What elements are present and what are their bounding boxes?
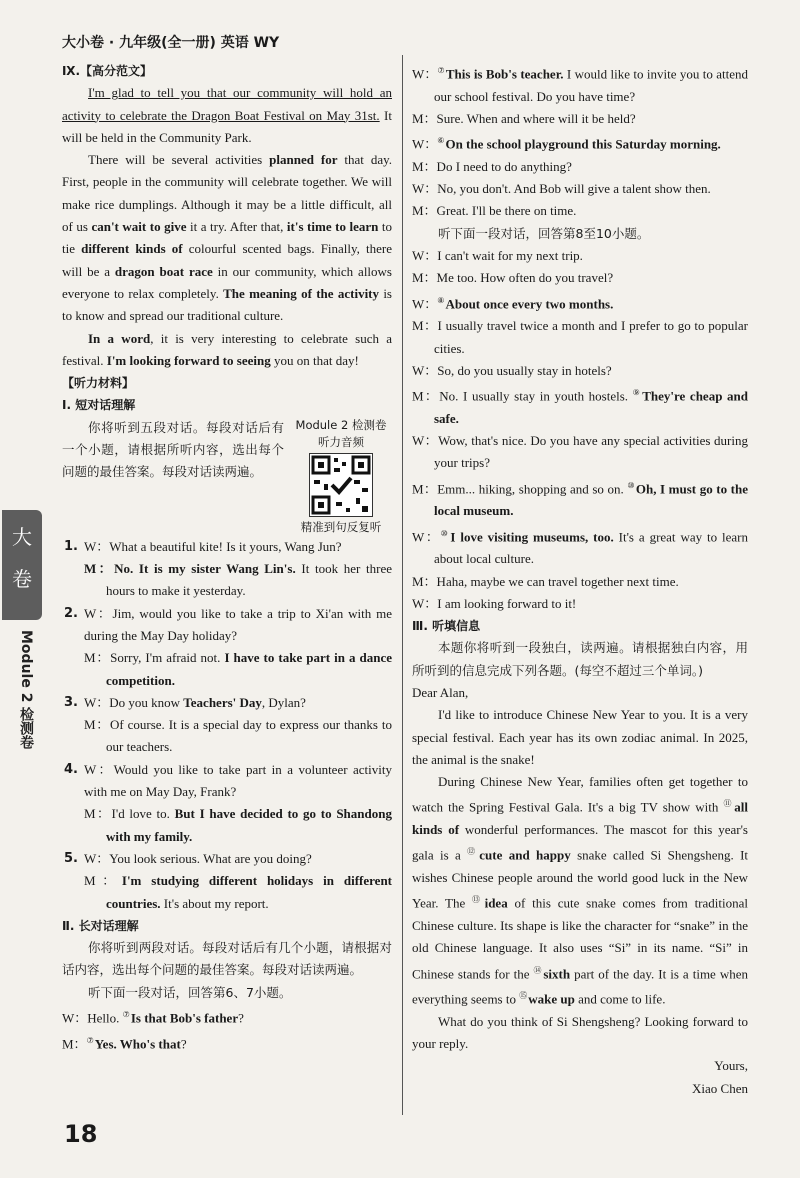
- speaker-text: M：Emm... hiking, shopping and so on.: [412, 480, 628, 496]
- question-number: 1.: [64, 538, 78, 554]
- section-1-title: Ⅰ. 短对话理解: [62, 398, 136, 413]
- speaker-text: M：Great. I'll be there on time.: [412, 203, 577, 219]
- speaker-text: W：Hello.: [62, 1010, 123, 1026]
- qr-caption-3: 精准到句反复听: [300, 519, 382, 534]
- dialog-question: [62, 536, 392, 558]
- dialog-line: [412, 523, 748, 571]
- section-1-description: 你将听到五段对话。每段对话后有一个小题，请根据所听内容，选出每个问题的最佳答案。每段对话读两遍。: [62, 419, 284, 480]
- key-text: The meaning of the activity: [223, 285, 380, 301]
- question-marker: ⑭: [533, 965, 543, 975]
- key-text: dragon boat race: [114, 263, 213, 279]
- question-number: 4.: [64, 761, 78, 777]
- speaker-text: W：: [412, 136, 438, 152]
- text-run: During Chinese New Year, families often get together to watch the Spring Festival Gala. It's a big TV show with: [412, 774, 748, 815]
- question-marker: ⑫: [467, 847, 479, 857]
- key-text: I have to take part in a dance competition.: [106, 650, 393, 688]
- question-marker: ⑪: [723, 799, 734, 809]
- dialog-answer: [62, 870, 392, 915]
- left-column: [62, 60, 392, 1055]
- key-text: planned for: [269, 152, 338, 168]
- dialog-w-text: W：Jim, would you like to take a trip to Xi'an with me during the May Day holiday?: [84, 605, 392, 643]
- speaker-text: M：Sure. When and where will it be held?: [412, 110, 636, 126]
- letter-greeting: Dear Alan,: [412, 684, 469, 700]
- side-tab-bottom: 卷: [12, 567, 32, 591]
- dialog-question: [62, 759, 392, 804]
- page-number: 18: [64, 1120, 98, 1148]
- text-run: in our community, which allows everyone to relax completely.: [62, 263, 392, 301]
- speaker-text: M：: [62, 1035, 87, 1051]
- letter-paragraph-2: [412, 771, 748, 1011]
- dialog-line: [412, 593, 748, 615]
- dialog-question: [62, 848, 392, 870]
- dialog-answer: [62, 558, 392, 603]
- dialog-question: [62, 692, 392, 714]
- text-run: is to know and spread our traditional culture.: [62, 285, 392, 324]
- dialog-block-1: [412, 60, 748, 223]
- text-run: of this cute snake comes from traditional Chinese culture. Its shape is like the character for “snake” in the old Chinese language. It also uses “Si” in its name. “Si” in Chinese stands for the: [412, 895, 749, 981]
- key-text: This is Bob's teacher.: [445, 66, 564, 82]
- speaker-text: W：I am looking forward to it!: [412, 595, 577, 611]
- dialog-answer: [62, 714, 392, 759]
- key-text: all kinds of: [412, 799, 748, 838]
- dialog-line: [412, 290, 748, 316]
- section-2-description: 你将听到两段对话。每段对话后有几个小题，请根据对话内容，选出每个问题的最佳答案。每段对话读两遍。: [62, 940, 392, 978]
- letter-signature: Xiao Chen: [692, 1080, 748, 1096]
- right-column: [412, 60, 748, 1100]
- essay-paragraph-2: [62, 149, 392, 327]
- text-run: , it is very interesting to celebrate such a festival.: [62, 330, 392, 368]
- key-text: can't wait to give: [91, 219, 187, 235]
- text-run: to tie: [62, 219, 392, 257]
- dialog-question: [62, 603, 392, 648]
- key-text: wake up: [528, 991, 575, 1007]
- dialog-w-text: W：You look serious. What are you doing?: [84, 850, 312, 866]
- key-text: On the school playground this Saturday morning.: [445, 136, 721, 152]
- section-1-intro: [62, 417, 392, 534]
- trailing-text: ?: [180, 1035, 187, 1051]
- key-text: Oh, I must go to the local museum.: [434, 480, 749, 519]
- qr-caption-1: Module 2 检测卷: [295, 417, 387, 432]
- dialog-line: [412, 315, 748, 360]
- side-tab-top: 大: [12, 525, 32, 549]
- dialog-block-2: [412, 245, 748, 615]
- question-marker: ⑩: [440, 528, 450, 538]
- speaker-text: W：: [412, 66, 438, 82]
- key-text: But I have decided to go to Shandong with my family.: [106, 806, 392, 844]
- side-tab: [2, 510, 42, 620]
- key-text: M：No. It is my sister Wang Lin's.: [84, 561, 296, 577]
- question-marker: ⑩: [627, 480, 635, 490]
- column-divider: [402, 55, 403, 1115]
- speaker-text: W：I can't wait for my next trip.: [412, 248, 583, 264]
- dialog-line: [412, 267, 748, 289]
- text-run: M：Of course. It is a special day to express our thanks to our teachers.: [84, 717, 392, 755]
- text-run: it a try. After that,: [186, 219, 287, 235]
- dialog-line: [412, 200, 748, 222]
- dialog-line: [412, 130, 748, 156]
- key-text: it's time to learn: [286, 219, 379, 235]
- key-text: In a word: [88, 330, 151, 346]
- letter-paragraph-3: What do you think of Si Shengsheng? Looking forward to your reply.: [412, 1013, 748, 1052]
- key-text: About once every two months.: [445, 295, 614, 311]
- text-run: colourful scented bags. Finally, there will be a: [62, 241, 393, 279]
- question-marker: ⑦: [437, 66, 445, 75]
- question-marker: ⑧: [437, 295, 445, 305]
- text-run: M：Sorry, I'm afraid not.: [84, 650, 225, 666]
- question-marker: ⑥: [437, 136, 445, 146]
- speaker-text: W：: [412, 528, 441, 544]
- dialog-w-text: [84, 695, 306, 710]
- dialog-w-text: W：Would you like to take part in a volunteer activity with me on May Day, Frank?: [84, 761, 392, 800]
- speaker-text: M：No. I usually stay in youth hostels.: [412, 388, 633, 404]
- text-run: M：I'd love to.: [84, 806, 175, 822]
- dialog-line: [412, 430, 748, 475]
- key-text: Is that Bob's father: [130, 1010, 239, 1026]
- text-run: , Dylan?: [261, 694, 306, 710]
- question-number: 2.: [64, 605, 78, 621]
- text-run: It took her three hours to make it yesterday.: [106, 561, 392, 599]
- section-3-description: 本题你将听到一段独白，读两遍。请根据独白内容，用所听到的信息完成下列各题。(每空不超过三个单词。): [412, 640, 748, 678]
- dialog-w-text: W：What a beautiful kite! Is it yours, Wang Jun?: [84, 538, 342, 554]
- dialog-line: [62, 1030, 392, 1056]
- key-text: Yes. Who's that: [94, 1035, 181, 1051]
- trailing-text: ?: [238, 1010, 244, 1026]
- section-2-title: Ⅱ. 长对话理解: [62, 918, 139, 933]
- question-marker: ⑦: [122, 1009, 130, 1019]
- qr-block[interactable]: [290, 417, 392, 536]
- speaker-text: W：: [412, 295, 438, 311]
- question-number: 5.: [64, 850, 78, 866]
- dialog-line: [412, 245, 748, 267]
- text-run: and come to life.: [574, 991, 666, 1007]
- key-text: Teachers' Day: [183, 694, 262, 710]
- dialog-line: [412, 156, 748, 178]
- page-header: 大小卷 · 九年级(全一册) 英语 WY: [62, 35, 280, 51]
- speaker-text: W：So, do you usually stay in hotels?: [412, 362, 612, 378]
- speaker-text: W：No, you don't. And Bob will give a talent show then.: [412, 181, 711, 197]
- dialog-line: [412, 60, 748, 108]
- speaker-text: M：Do I need to do anything?: [412, 158, 572, 174]
- text-run: There will be several activities: [88, 152, 270, 168]
- listening-material-title: 【听力材料】: [62, 376, 135, 391]
- key-text: They're cheap and safe.: [434, 388, 749, 426]
- essay-p1-rest: It will be held in the Community Park.: [62, 107, 392, 145]
- key-text: sixth: [543, 965, 571, 981]
- section-2-sub: 听下面一段对话，回答第6、7小题。: [88, 984, 292, 1000]
- key-text: I love visiting museums, too.: [450, 528, 614, 544]
- text-run: I would like to invite you to attend our school festival. Do you have time?: [434, 66, 749, 104]
- text-run: M：: [84, 873, 122, 889]
- question-marker: ⑨: [632, 388, 642, 398]
- section-3-title: Ⅲ. 听填信息: [412, 619, 481, 634]
- qr-code-icon[interactable]: [309, 453, 373, 517]
- speaker-text: M：I usually travel twice a month and I prefer to go to popular cities.: [412, 318, 748, 356]
- text-run: wonderful performances. The mascot for this year's gala is a: [412, 822, 748, 863]
- dialog-answer: [62, 647, 392, 692]
- key-text: cute and happy: [479, 847, 571, 863]
- text-run: W：Do you know: [84, 694, 184, 710]
- dialog-line: [412, 108, 748, 130]
- question-number: 3.: [64, 694, 78, 710]
- dialog-answer: [62, 803, 392, 848]
- speaker-text: M：Me too. How often do you travel?: [412, 270, 614, 286]
- question-marker: ⑬: [472, 895, 484, 905]
- dialog-line: [412, 475, 748, 523]
- text-run: part of the day. It is a time when everything seems to: [412, 965, 749, 1007]
- essay-topic-sentence: I'm glad to tell you that our community will hold an activity to celebrate the Dragon Boat Festival on May 31st.: [62, 85, 392, 123]
- qr-caption-2: 听力音频: [318, 434, 364, 449]
- dialog-line: [412, 178, 748, 200]
- key-text: different kinds of: [81, 241, 183, 257]
- key-text: I'm looking forward to seeing: [106, 352, 271, 368]
- short-dialogs: [62, 536, 392, 915]
- text-run: that day. First, people in the community will celebrate together. We will make rice dumplings. Although it may be a little difficult, all of us: [62, 152, 392, 235]
- side-module-label: Module 2 检测卷: [18, 630, 34, 750]
- dialog-line: [412, 360, 748, 382]
- text-run: you on that day!: [270, 352, 359, 368]
- letter-closing: Yours,: [714, 1058, 748, 1074]
- text-run: It's a great way to learn about local culture.: [434, 528, 748, 567]
- key-text: idea: [484, 895, 508, 911]
- key-text: I'm studying different holidays in different countries.: [106, 873, 392, 911]
- letter-paragraph-1: I'd like to introduce Chinese New Year to you. It is a very special festival. Each year has its own zodiac animal. In 2025, the animal is the snake!: [412, 707, 748, 767]
- section-9-title: Ⅸ.【高分范文】: [62, 64, 153, 78]
- speaker-text: W：Wow, that's nice. Do you have any special activities during your trips?: [412, 433, 748, 471]
- dialog-line: [412, 571, 748, 593]
- question-marker: ⑮: [519, 991, 528, 1001]
- question-marker: ⑦: [86, 1035, 94, 1045]
- dialog-line: [412, 382, 748, 430]
- text-run: snake called Si Shengsheng. It wishes Chinese people around the world good luck in the New Year. The: [412, 847, 749, 911]
- essay-paragraph-3: [62, 328, 392, 373]
- section-2-sub-2: 听下面一段对话，回答第8至10小题。: [438, 225, 650, 241]
- text-run: It's about my report.: [160, 895, 269, 911]
- speaker-text: M：Haha, maybe we can travel together next time.: [412, 573, 679, 589]
- dialog-line: [62, 1004, 392, 1030]
- essay-paragraph-1: [62, 82, 392, 149]
